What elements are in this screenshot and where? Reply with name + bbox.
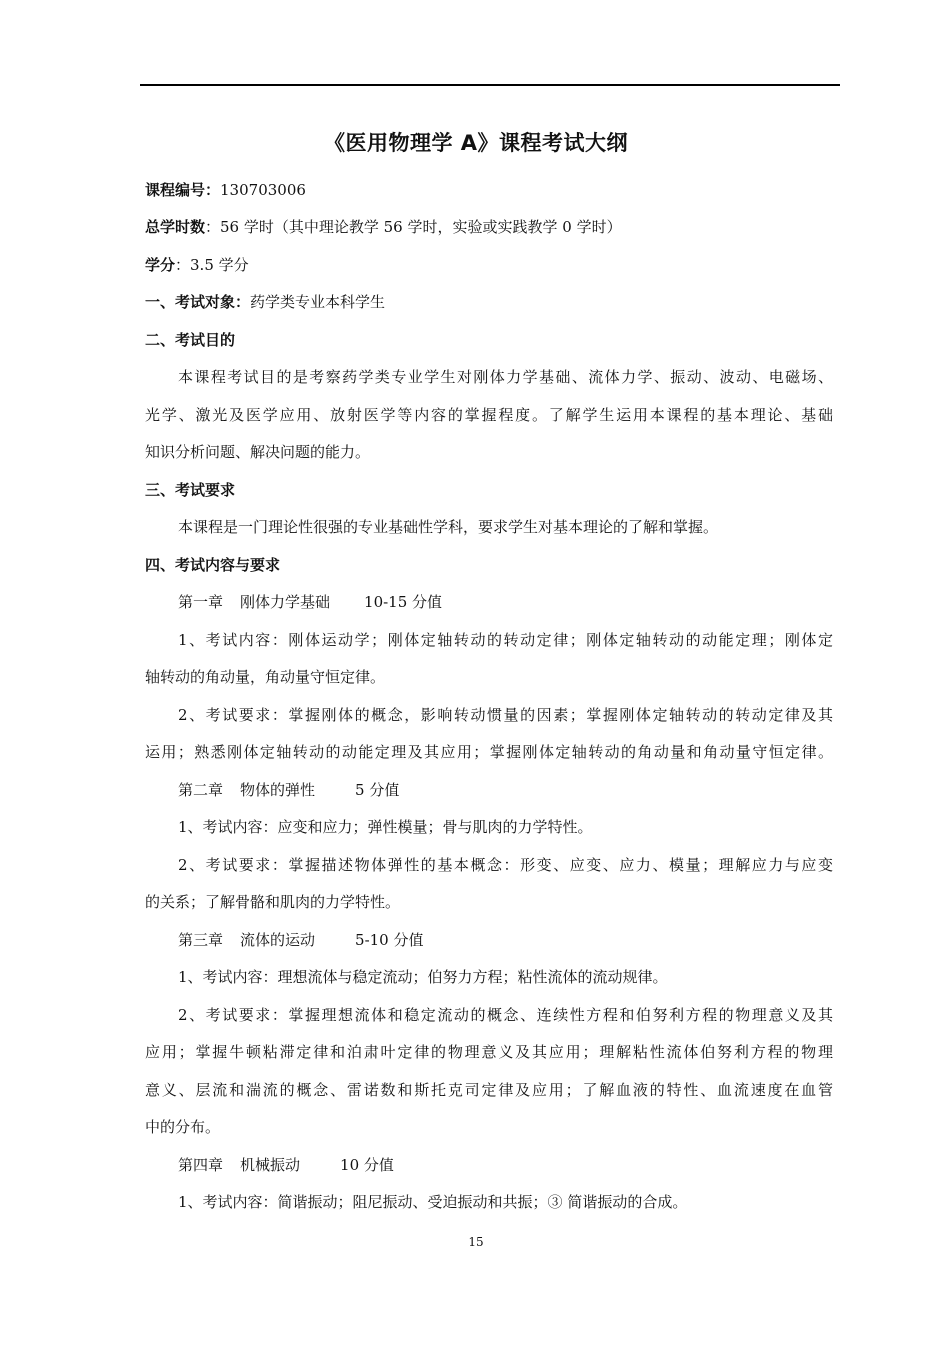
chapter-score: 5 分值 — [355, 781, 400, 799]
document-title: 《医用物理学 A》课程考试大纲 — [323, 131, 629, 155]
paragraph-line: 运用；熟悉刚体定轴转动的动能定理及其应用；掌握刚体定轴转动的角动量和角动量守恒定律。 — [145, 743, 833, 761]
course-code-value: 130703006 — [220, 181, 306, 199]
page-number: 15 — [468, 1235, 484, 1249]
exam-target-line — [145, 292, 845, 312]
chapter-name: 机械振动 — [240, 1156, 301, 1174]
chapter-name: 流体的运动 — [240, 931, 316, 949]
exam-target-value: 药学类专业本科学生 — [250, 293, 386, 311]
credits-label: 学分 — [145, 256, 176, 274]
chapter-heading — [178, 592, 878, 612]
total-hours-value: ：56 学时（其中理论教学 56 学时，实验或实践教学 0 学时） — [205, 218, 622, 236]
chapter-number: 第三章 — [178, 931, 224, 949]
paragraph-line: 轴转动的角动量，角动量守恒定律。 — [145, 668, 386, 686]
chapter-heading — [178, 930, 878, 950]
paragraph-line: 中的分布。 — [145, 1118, 221, 1136]
paragraph-line: 本课程考试目的是考察药学类专业学生对刚体力学基础、流体力学、振动、波动、电磁场、 — [178, 368, 833, 386]
paragraph-line: 的关系；了解骨骼和肌肉的力学特性。 — [145, 893, 401, 911]
paragraph-line: 知识分析问题、解决问题的能力。 — [145, 443, 371, 461]
chapter-number: 第四章 — [178, 1156, 224, 1174]
paragraph-line: 本课程是一门理论性很强的专业基础性学科，要求学生对基本理论的了解和掌握。 — [178, 518, 719, 536]
paragraph-line: 意义、层流和湍流的概念、雷诺数和斯托克司定律及应用；了解血液的特性、血流速度在血管 — [145, 1081, 833, 1099]
exam-target-label: 一、考试对象： — [145, 293, 251, 311]
chapter-heading — [178, 1155, 878, 1175]
chapter-name: 刚体力学基础 — [240, 593, 331, 611]
chapter-number: 第二章 — [178, 781, 224, 799]
chapter-score: 10-15 分值 — [364, 593, 443, 611]
header-rule — [140, 84, 840, 86]
paragraph-line: 2、考试要求：掌握理想流体和稳定流动的概念、连续性方程和伯努利方程的物理意义及其 — [178, 1006, 833, 1024]
credits-line — [145, 255, 845, 275]
paragraph-line: 1、考试内容：应变和应力；弹性模量；骨与肌肉的力学特性。 — [178, 818, 593, 836]
section-heading: 三、考试要求 — [145, 481, 236, 499]
chapter-score: 10 分值 — [340, 1156, 394, 1174]
chapter-score: 5-10 分值 — [355, 931, 424, 949]
section-heading: 二、考试目的 — [145, 331, 236, 349]
section-heading: 四、考试内容与要求 — [145, 556, 281, 574]
paragraph-line: 应用；掌握牛顿粘滞定律和泊肃叶定律的物理意义及其应用；理解粘性流体伯努利方程的物理 — [145, 1043, 833, 1061]
chapter-number: 第一章 — [178, 593, 224, 611]
paragraph-line: 1、考试内容：刚体运动学；刚体定轴转动的转动定律；刚体定轴转动的动能定理；刚体定 — [178, 631, 833, 649]
paragraph-line: 1、考试内容：简谐振动；阻尼振动、受迫振动和共振；③ 简谐振动的合成。 — [178, 1193, 688, 1211]
paragraph-line: 2、考试要求：掌握刚体的概念，影响转动惯量的因素；掌握刚体定轴转动的转动定律及其 — [178, 706, 833, 724]
paragraph-line: 光学、激光及医学应用、放射医学等内容的掌握程度。了解学生运用本课程的基本理论、基础 — [145, 406, 833, 424]
credits-value: ：3.5 学分 — [175, 256, 249, 274]
course-code-label: 课程编号： — [145, 181, 221, 199]
paragraph-line: 2、考试要求：掌握描述物体弹性的基本概念：形变、应变、应力、模量；理解应力与应变 — [178, 856, 833, 874]
chapter-name: 物体的弹性 — [240, 781, 316, 799]
paragraph-line: 1、考试内容：理想流体与稳定流动；伯努力方程；粘性流体的流动规律。 — [178, 968, 668, 986]
course-code-line — [145, 180, 845, 200]
total-hours-line — [145, 217, 845, 237]
total-hours-label: 总学时数 — [145, 218, 206, 236]
chapter-heading — [178, 780, 878, 800]
